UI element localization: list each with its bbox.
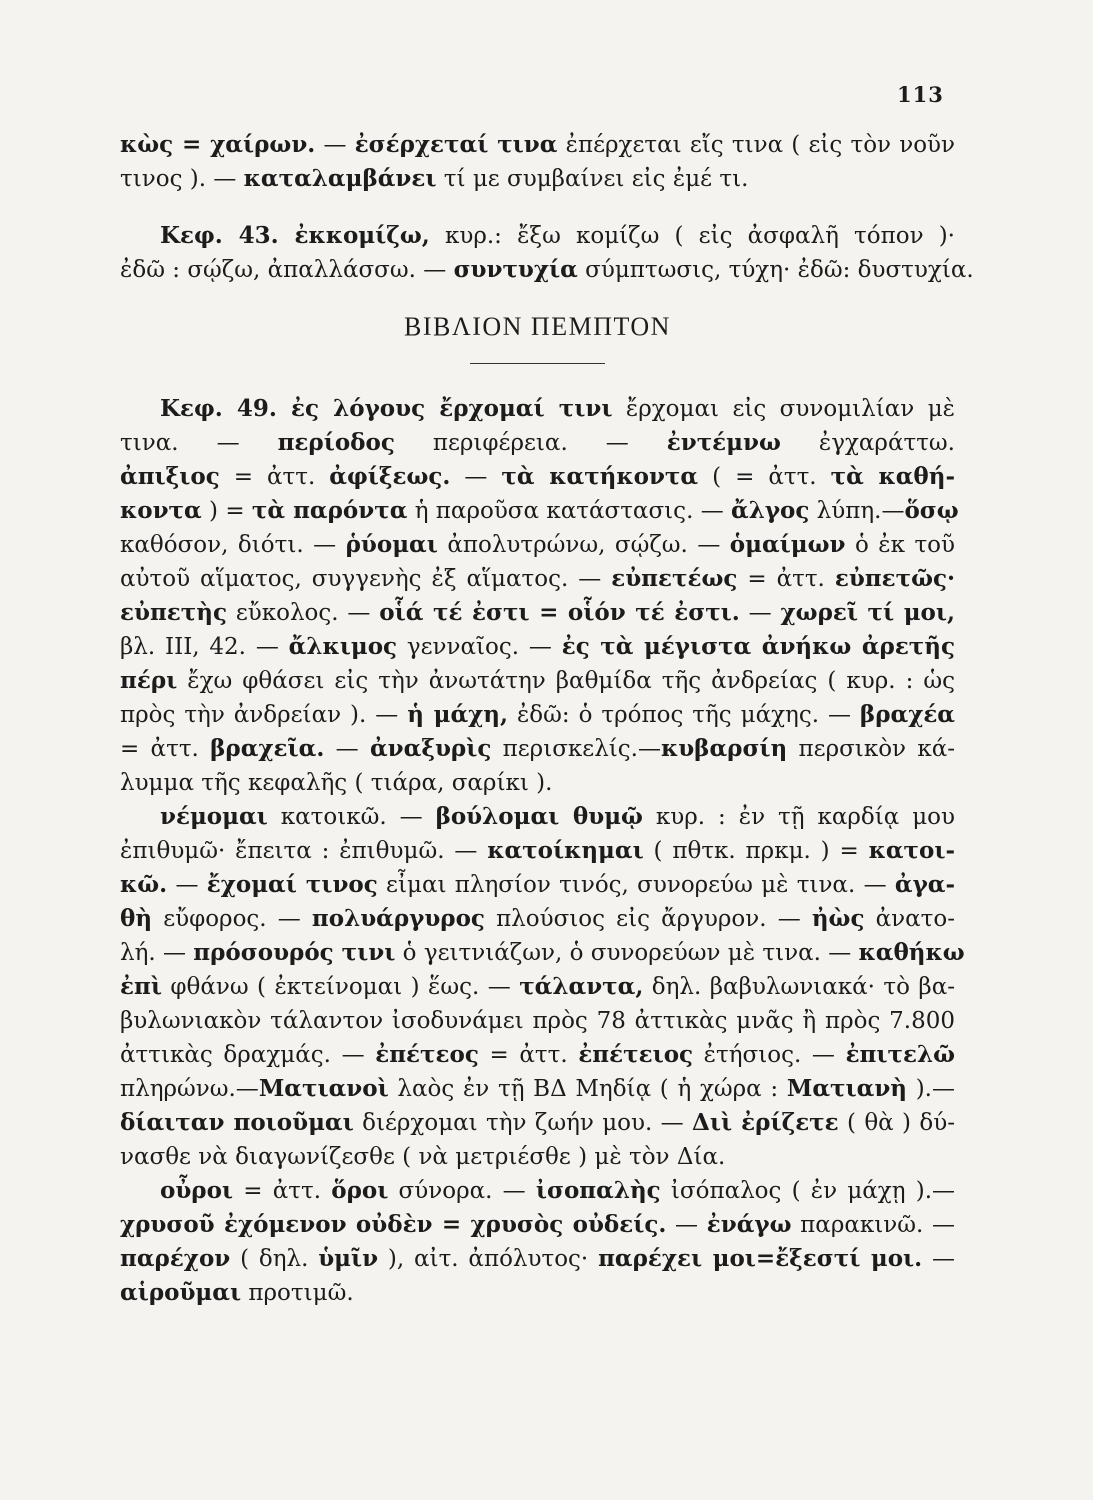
gloss-text: ( θὰ ) δύ- [838, 1110, 955, 1136]
gloss-text: καθόσον, διότι. — [120, 532, 346, 558]
lemma-term: τὰ παρόντα [251, 497, 408, 524]
text-line [120, 834, 955, 868]
text-line [120, 426, 955, 460]
gloss-text: ἐδῶ: ὁ τρόπος τῆς μάχης. — [508, 702, 860, 728]
text-line [120, 1208, 955, 1242]
gloss-text: ( δηλ. [230, 1246, 319, 1272]
gloss-text: λαὸς ἐν τῇ ΒΔ Μηδίᾳ ( ἡ χώρα : [388, 1076, 787, 1102]
lemma-term: οὖροι [160, 1177, 234, 1204]
heading-rule [470, 363, 605, 364]
lemma-term: τὰ κατήκοντα [501, 463, 699, 490]
gloss-text: εὔκολος. — [226, 600, 380, 626]
lemma-term: καταλαμβάνει [243, 165, 437, 192]
gloss-text: ἰσόπαλος ( ἐν μάχῃ ).— [660, 1178, 955, 1204]
lemma-term: ἐπέτειος [578, 1041, 694, 1068]
gloss-text: — [324, 736, 370, 762]
gloss-text: — [666, 1212, 707, 1238]
lemma-term: ὅροι [331, 1177, 389, 1204]
gloss-text: = ἀττ. [219, 464, 330, 490]
gloss-text: παρακινῶ. — [791, 1212, 955, 1238]
gloss-text: διέρχομαι τὴν ζωήν μου. — [353, 1110, 693, 1136]
lemma-term: πρόσουρός τινι [193, 939, 396, 966]
text-line [120, 562, 955, 596]
gloss-text: = ἀττ. [120, 736, 211, 762]
lemma-term: εὐπετῶς· [834, 565, 955, 592]
gloss-text: τί με συμβαίνει εἰς ἐμέ τι. [436, 166, 749, 192]
text-line [120, 460, 955, 494]
lemma-term: περίοδος [277, 429, 395, 456]
text-line [120, 1276, 955, 1310]
lemma-term: Ματιανοὶ [258, 1075, 389, 1102]
text-line [120, 630, 955, 664]
text-line [120, 766, 955, 800]
lemma-term: βραχεῖα. [210, 735, 325, 762]
lemma-term: ἠὼς [811, 905, 865, 932]
gloss-text: περισκελίς.— [491, 736, 661, 762]
gloss-text: λυμμα τῆς κεφαλῆς ( τιάρα, σαρίκι ). [120, 770, 553, 796]
gloss-text: ὁ γειτνιάζων, ὁ συνορεύων μὲ τινα. — [395, 940, 859, 966]
text-line [120, 528, 955, 562]
text-line [120, 596, 955, 630]
lemma-term: ἐσέρχεταί τινα [354, 131, 558, 158]
gloss-text: ἀπολυτρώνω, σῴζω. — [437, 532, 730, 558]
gloss-text: — [315, 132, 355, 158]
lemma-term: ἀγα- [894, 871, 956, 898]
lemma-term: ἀφίξεως. [329, 463, 451, 490]
gloss-text: κυρ.: ἔξω κομίζω ( εἰς ἀσφαλῆ τόπον )· [429, 223, 955, 249]
gloss-text: περσικὸν κά- [787, 736, 956, 762]
text-line [120, 732, 955, 766]
gloss-text: — [450, 464, 502, 490]
page-body [120, 128, 974, 1310]
gloss-text: ( πθτκ. πρκμ. ) = [643, 838, 869, 864]
lemma-term: θὴ [120, 905, 153, 932]
text-line [120, 392, 955, 426]
text-line [120, 1140, 955, 1174]
text-line [120, 1174, 955, 1208]
lemma-term: βραχέα [859, 701, 955, 728]
gloss-text: ὁ ἐκ τοῦ [845, 532, 955, 558]
lemma-term: εὐπετέως [611, 565, 738, 592]
lemma-term: ἐντέμνω [666, 429, 781, 456]
gloss-text: ἀττικὰς δραχμάς. — [120, 1042, 376, 1068]
lemma-term: κῶ. [120, 871, 168, 898]
text-line [120, 128, 955, 162]
gloss-text: — [922, 1246, 956, 1272]
lemma-term: Κεφ. 49. ἐς λόγους ἔρχομαί τινι [160, 395, 613, 422]
paragraph-ouroi [120, 1174, 955, 1310]
lemma-term: Ματιανὴ [786, 1075, 908, 1102]
lemma-term: τὰ καθή- [830, 463, 956, 490]
paragraph-kef-43 [120, 219, 974, 287]
gloss-text: σύμπτωσις, τύχη· ἐδῶ: δυστυχία. [577, 257, 974, 283]
lemma-term: ἐπέτεος [375, 1041, 479, 1068]
lemma-term: παρέχον [120, 1245, 231, 1272]
lemma-term: ἐπὶ [120, 973, 162, 1000]
gloss-text: δηλ. βαβυλωνιακά· τὸ βα- [643, 974, 955, 1000]
gloss-text: κατοικῶ. — [267, 804, 436, 830]
gloss-text: — [167, 872, 207, 898]
gloss-text: βυλωνιακὸν τάλαντον ἰσοδυνάμει πρὸς 78 ἀττικὰς μνᾶς ἢ πρὸς 7.800 [120, 1008, 955, 1034]
gloss-text: ἐτήσιος. — [693, 1042, 846, 1068]
lemma-term: ἐνάγω [706, 1211, 792, 1238]
text-line [120, 1242, 955, 1276]
lemma-term: ἐς τὰ μέγιστα ἀνήκω ἀρετῆς [561, 633, 956, 660]
lemma-term: ἀπιξιος [120, 463, 220, 490]
gloss-text: ἐπιθυμῶ· ἔπειτα : ἐπιθυμῶ. — [120, 838, 488, 864]
gloss-text: ἐπέρχεται εἴς τινα ( εἰς τὸν νοῦν [557, 132, 956, 158]
text-line [120, 253, 974, 287]
lemma-term: χρυσοῦ ἐχόμενον οὐδὲν = χρυσὸς οὐδείς. [120, 1211, 667, 1238]
lemma-term: ῥύομαι [345, 531, 438, 558]
text-line [120, 1072, 955, 1106]
text-line [120, 1038, 955, 1072]
text-line [120, 664, 955, 698]
lemma-term: ἄλκιμος [288, 633, 398, 660]
gloss-text: τινος ). — [120, 166, 244, 192]
book-heading: ΒΙΒΛΙΟΝ ΠΕΜΠΤΟΝ [404, 312, 671, 341]
lemma-term: ἔχομαί τινος [206, 871, 378, 898]
text-line [120, 1106, 955, 1140]
lemma-term: πέρι [120, 667, 178, 694]
lemma-term: συντυχία [453, 256, 578, 283]
gloss-text: ἀνατο- [864, 906, 955, 932]
lemma-term: βούλομαι θυμῷ [435, 803, 643, 830]
text-line [120, 698, 955, 732]
gloss-text: βλ. III, 42. — [120, 634, 289, 660]
paragraph-block-1 [120, 128, 955, 196]
gloss-text: ἔχω φθάσει εἰς τὴν ἀνωτάτην βαθμίδα τῆς ἀνδρείας ( κυρ. : ὡς [177, 668, 955, 694]
lemma-term: τάλαντα, [519, 973, 644, 1000]
lemma-term: αἱροῦμαι [120, 1279, 242, 1306]
gloss-text: ἐγχαράττω. [780, 430, 955, 456]
gloss-text: σύνορα. — [388, 1178, 536, 1204]
paragraph-nemomai [120, 800, 965, 1174]
text-line [120, 162, 955, 196]
lemma-term: καθήκω [858, 939, 965, 966]
lemma-term: κὼς = χαίρων. [120, 131, 316, 158]
lemma-term: ἐπιτελῶ [845, 1041, 956, 1068]
text-line [120, 970, 955, 1004]
lemma-term: νέμομαι [160, 803, 268, 830]
lemma-term: ὁμαίμων [729, 531, 846, 558]
gloss-text: ), αἰτ. ἀπόλυτος· [378, 1246, 599, 1272]
gloss-text: λύπη.— [809, 498, 905, 524]
lemma-term: πολυάργυρος [311, 905, 485, 932]
paragraph-kef-49 [120, 392, 959, 800]
gloss-text: = ἀττ. [737, 566, 835, 592]
lemma-term: ἡ μάχη, [407, 701, 508, 728]
text-line [120, 219, 955, 253]
lemma-term: ἰσοπαλὴς [535, 1177, 661, 1204]
gloss-text: περιφέρεια. — [394, 430, 667, 456]
gloss-text: φθάνω ( ἐκτείνομαι ) ἕως. — [161, 974, 520, 1000]
text-line [120, 1004, 955, 1038]
lemma-term: ὑμῖν [318, 1245, 379, 1272]
gloss-text: = ἀττ. [478, 1042, 579, 1068]
lemma-term: ὅσῳ [904, 497, 959, 524]
page-number: 113 [897, 82, 944, 107]
gloss-text: ἡ παροῦσα κατάστασις. — [407, 498, 732, 524]
lemma-term: κυβαρσίη [660, 735, 788, 762]
gloss-text: πρὸς τὴν ἀνδρείαν ). — [120, 702, 408, 728]
gloss-text: — [739, 600, 781, 626]
lemma-term: οἷά τέ ἐστι = οἷόν τέ ἐστι. [379, 599, 740, 626]
lemma-term: Κεφ. 43. ἐκκομίζω, [160, 222, 430, 249]
gloss-text: εἶμαι πλησίον τινός, συνορεύω μὲ τινα. — [377, 872, 895, 898]
lemma-term: Διὶ ἐρίζετε [692, 1109, 839, 1136]
gloss-text: πλούσιος εἰς ἄργυρον. — [484, 906, 812, 932]
lemma-term: χωρεῖ τί μοι, [780, 599, 956, 626]
lemma-term: κοντα [120, 497, 202, 524]
lemma-term: κατοι- [868, 837, 956, 864]
lemma-term: κατοίκημαι [487, 837, 644, 864]
gloss-text: = ἀττ. [233, 1178, 332, 1204]
gloss-text: γενναῖος. — [397, 634, 562, 660]
lemma-term: ἄλγος [731, 497, 810, 524]
lemma-term: δίαιταν ποιοῦμαι [120, 1109, 354, 1136]
gloss-text: πληρώνω.— [120, 1076, 259, 1102]
gloss-text: ( = ἀττ. [698, 464, 831, 490]
text-line [120, 902, 955, 936]
text-line [120, 868, 955, 902]
lemma-term: εὐπετὴς [120, 599, 227, 626]
gloss-text: εὔφορος. — [152, 906, 312, 932]
lemma-term: ἀναξυρὶς [369, 735, 492, 762]
text-line [120, 936, 965, 970]
gloss-text: λή. — [120, 940, 194, 966]
gloss-text: αὐτοῦ αἵματος, συγγενὴς ἐξ αἵματος. — [120, 566, 612, 592]
gloss-text: ) = [201, 498, 252, 524]
gloss-text: τινα. — [120, 430, 278, 456]
gloss-text: ).— [907, 1076, 955, 1102]
text-line [120, 494, 959, 528]
lemma-term: παρέχει μοι=ἔξεστί μοι. [598, 1245, 923, 1272]
gloss-text: νασθε νὰ διαγωνίζεσθε ( νὰ μετριέσθε ) μὲ τὸν Δία. [120, 1144, 726, 1170]
gloss-text: ἐδῶ : σῴζω, ἀπαλλάσσω. — [120, 257, 454, 283]
text-line [120, 800, 955, 834]
gloss-text: ἔρχομαι εἰς συνομιλίαν μὲ [612, 396, 955, 422]
gloss-text: προτιμῶ. [241, 1280, 354, 1306]
gloss-text: κυρ. : ἐν τῇ καρδίᾳ μου [642, 804, 955, 830]
